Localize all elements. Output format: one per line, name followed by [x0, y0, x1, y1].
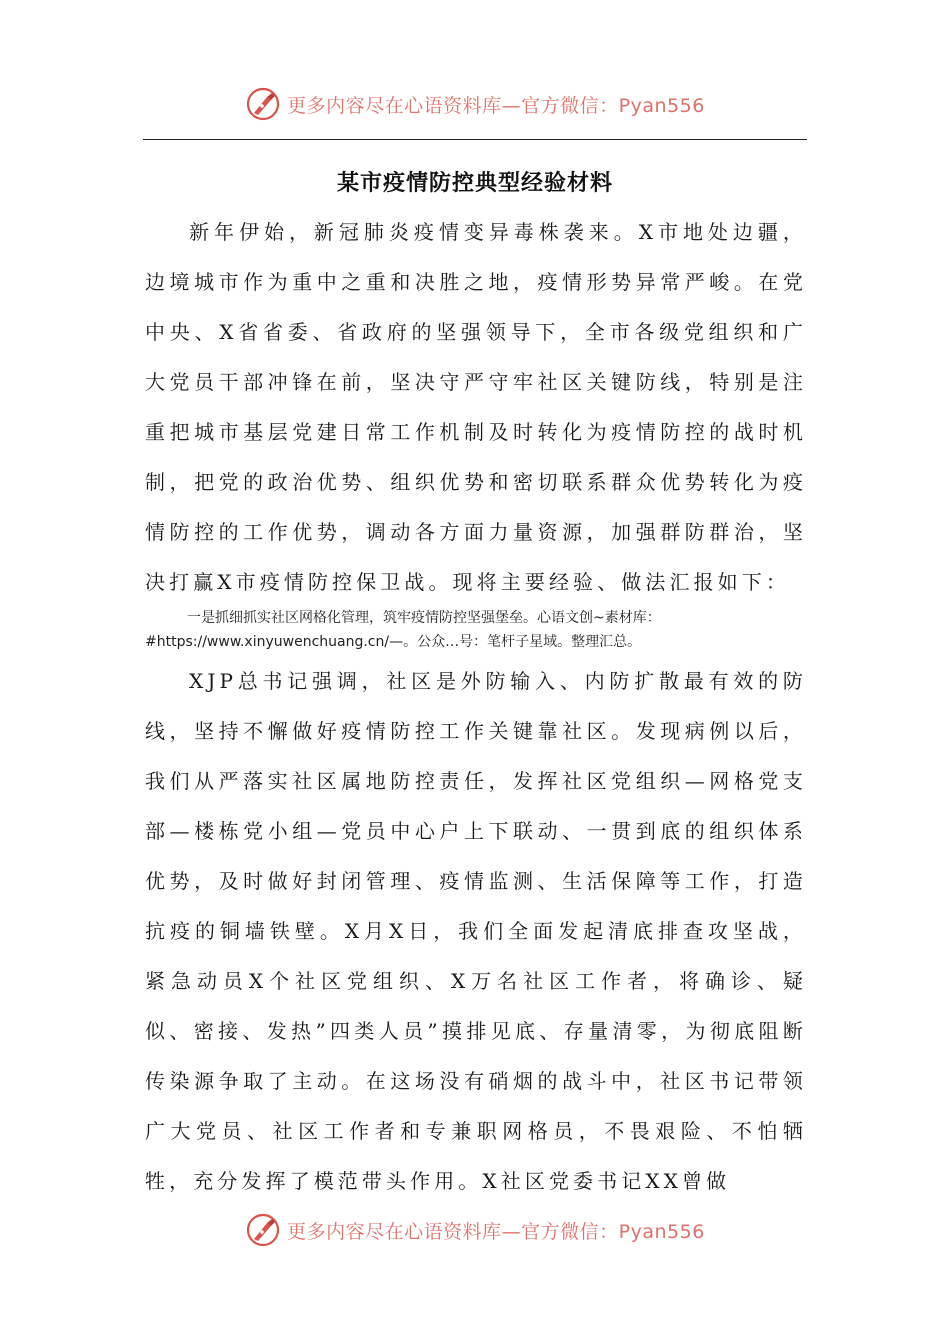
pen-nib-logo-icon [245, 1212, 281, 1248]
footer-banner [0, 1208, 950, 1252]
header-banner-text: 更多内容尽在心语资料库—官方微信：Pyan556 [287, 94, 705, 117]
intro-paragraph: 新年伊始，新冠肺炎疫情变异毒株袭来。X市地处边疆，边境城市作为重中之重和决胜之地，疫情形势异常严峻。在党中央、X省省委、省政府的坚强领导下，全市各级党组织和广大党员干部冲锋在前，坚决守严守牢社区关键防线，特别是注重把城市基层党建日常工作机制及时转化为疫情防控的战时机制，把党的政治优势、组织优势和密切联系群众优势转化为疫情防控的工作优势，调动各方面力量资源，加强群防群治，坚决打赢X市疫情防控保卫战。现将主要经验、做法汇报如下： [145, 220, 807, 594]
pen-nib-logo-icon [245, 86, 281, 122]
footer-banner-text: 更多内容尽在心语资料库—官方微信：Pyan556 [287, 1220, 705, 1243]
body-paragraph: XJP总书记强调，社区是外防输入、内防扩散最有效的防线，坚持不懈做好疫情防控工作关键靠社区。发现病例以后，我们从严落实社区属地防控责任，发挥社区党组织—网格党支部—楼栋党小组—党员中心户上下联动、一贯到底的组织体系优势，及时做好封闭管理、疫情监测、生活保障等工作，打造抗疫的铜墙铁壁。X月X日，我们全面发起清底排查攻坚战，紧急动员X个社区党组织、X万名社区工作者，将确诊、疑似、密接、发热”四类人员”摸排见底、存量清零，为彻底阻断传染源争取了主动。在这场没有硝烟的战斗中，社区书记带领广大党员、社区工作者和专兼职网格员，不畏艰险、不怕牺牲，充分发挥了模范带头作用。X社区党委书记XX曾做 [145, 669, 807, 1193]
document-title: 某市疫情防控典型经验材料 [336, 170, 613, 196]
section-heading-line-2: #https://www.xinyuwenchuang.cn/—。公众…号：笔杆子星域。整理汇总。 [145, 634, 642, 650]
section-heading-line-1: 一是抓细抓实社区网格化管理，筑牢疫情防控坚强堡垒。心语文创~素材库： [187, 610, 661, 626]
header-banner [0, 82, 950, 126]
header-divider [143, 139, 807, 140]
